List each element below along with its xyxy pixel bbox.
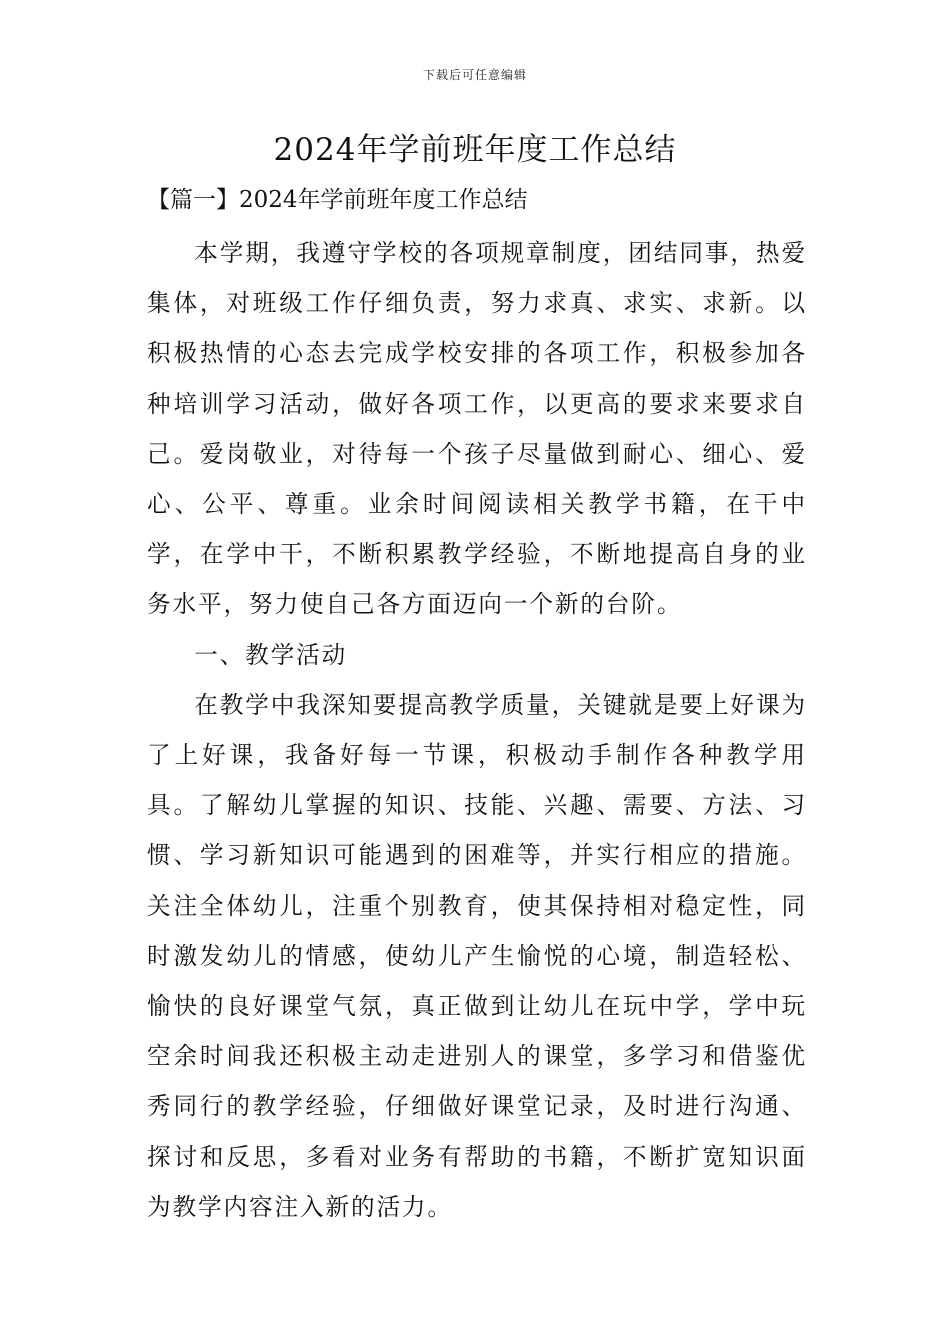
- paragraph-teaching: 在教学中我深知要提高教学质量，关键就是要上好课为了上好课，我备好每一节课，积极动手制作各种教学用具。了解幼儿掌握的知识、技能、兴趣、需要、方法、习惯、学习新知识可能遇到的困难等，并实行相应的措施。关注全体幼儿，注重个别教育，使其保持相对稳定性，同时激发幼儿的情感，使幼儿产生愉悦的心境，制造轻松、愉快的良好课堂气氛，真正做到让幼儿在玩中学，学中玩空余时间我还积极主动走进别人的课堂，多学习和借鉴优秀同行的教学经验，仔细做好课堂记录，及时进行沟通、探讨和反思，多看对业务有帮助的书籍，不断扩宽知识面为教学内容注入新的活力。: [147, 690, 807, 1221]
- header-note: 下载后可任意编辑: [422, 68, 527, 82]
- document-body: [147, 228, 807, 1232]
- section-heading: 【篇一】2024年学前班年度工作总结: [147, 187, 528, 213]
- document-title: 2024年学前班年度工作总结: [273, 132, 677, 168]
- subheading-teaching-activities: 一、教学活动: [194, 640, 348, 669]
- paragraph-intro: 本学期，我遵守学校的各项规章制度，团结同事，热爱集体，对班级工作仔细负责，努力求真、求实、求新。以积极热情的心态去完成学校安排的各项工作，积极参加各种培训学习活动，做好各项工作，以更高的要求来要求自己。爱岗敬业，对待每一个孩子尽量做到耐心、细心、爱心、公平、尊重。业余时间阅读相关教学书籍，在干中学，在学中干，不断积累教学经验，不断地提高自身的业务水平，努力使自己各方面迈向一个新的台阶。: [147, 239, 807, 619]
